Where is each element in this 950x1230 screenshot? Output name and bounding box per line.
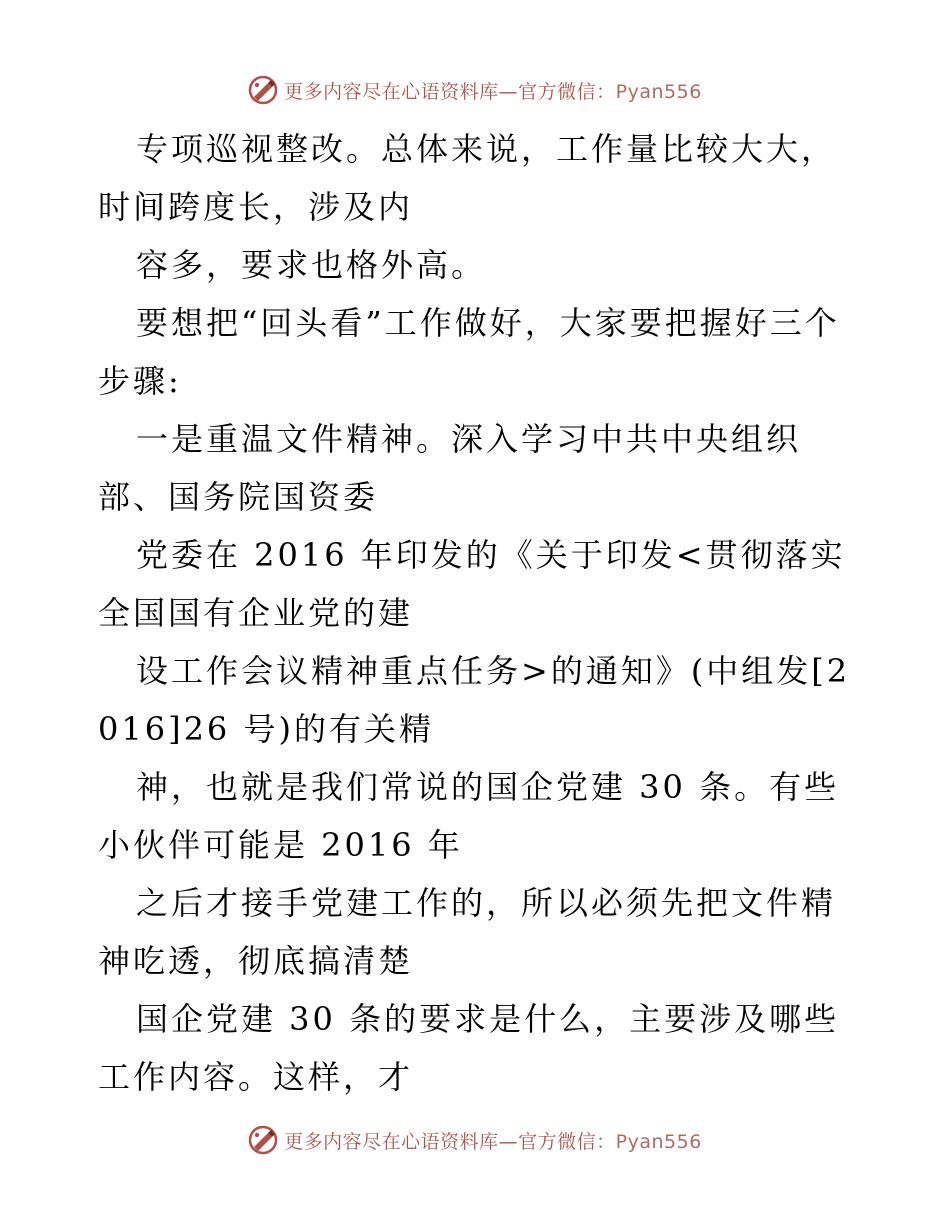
seal-pen-logo-icon: [248, 75, 278, 105]
footer-watermark-banner: [0, 1120, 950, 1160]
footer-banner-handle: Pyan556: [615, 1130, 702, 1153]
paragraph: 专项巡视整改。总体来说，工作量比较大大，时间跨度长，涉及内: [98, 130, 837, 226]
paragraph: 要想把“回头看”工作做好，大家要把握好三个步骤:: [98, 304, 840, 400]
footer-banner-text: 更多内容尽在心语资料库—官方微信：: [284, 1130, 616, 1153]
header-watermark-banner: [0, 70, 950, 110]
header-banner-handle: Pyan556: [615, 80, 702, 103]
document-body: [98, 120, 858, 1106]
header-banner-text: 更多内容尽在心语资料库—官方微信：: [284, 80, 616, 103]
seal-pen-logo-icon: [248, 1125, 278, 1155]
paragraph: 之后才接手党建工作的，所以必须先把文件精神吃透，彻底搞清楚: [98, 884, 837, 980]
paragraph: 神，也就是我们常说的国企党建 30 条。有些小伙伴可能是 2016 年: [98, 768, 840, 864]
paragraph: 设工作会议精神重点任务>的通知》(中组发[2016]26 号)的有关精: [98, 652, 851, 748]
paragraph: 国企党建 30 条的要求是什么，主要涉及哪些工作内容。这样，才: [98, 1000, 840, 1096]
paragraph: 党委在 2016 年印发的《关于印发<贯彻落实全国国有企业党的建: [98, 536, 846, 632]
paragraph: 一是重温文件精神。深入学习中共中央组织部、国务院国资委: [98, 420, 802, 516]
paragraph: 容多，要求也格外高。: [136, 246, 487, 284]
